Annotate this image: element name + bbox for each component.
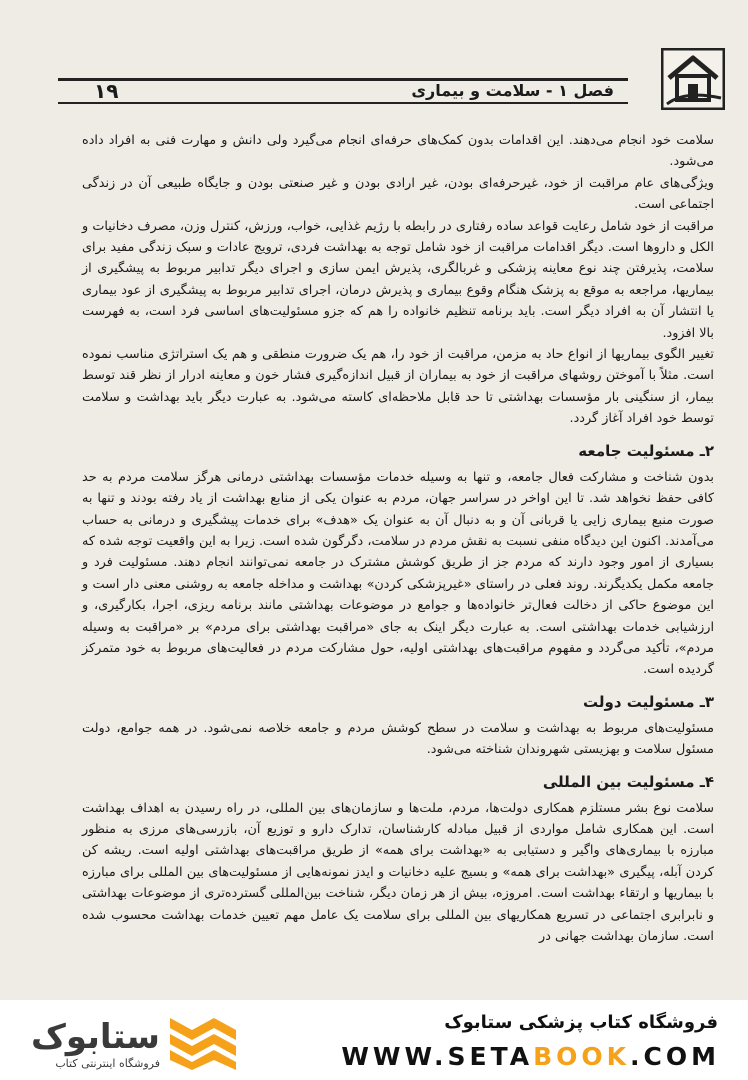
paragraph: تغییر الگوی بیماریها از انواع حاد به مزمن، مراقبت از خود را، هم یک ضرورت منطقی و هم یک استراتژی مناسب نموده است. مثلاً با آموختن روشهای مراقبت از خود به بیماران از قبیل اندازه‌گیری فشار خون و معاینه ادرار از نظر قند توسط بیمار، از سنگینی بار مؤسسات بهداشتی تا حد قابل ملاحظه‌ای کاسته می‌شود. به عبارت دیگر باید بهداشت و سلامت توسط خود افراد آغاز گردد. xyxy=(82,347,714,427)
paragraph: سلامت نوع بشر مستلزم همکاری دولت‌ها، مردم، ملت‌ها و سازمان‌های بین المللی، در راه رسیدن به اهداف بهداشت است. این همکاری شامل مواردی از قبیل مبادله کارشناسان، تدارک دارو و توزیع آن، بازرسی‌های مرزی به منظور مبارزه با بیماری‌های واگیر و دستیابی به «بهداشت برای همه» از طریق مراقبت‌های بهداشتی اولیه است. ریشه کن کردن آبله، پیگیری «بهداشت برای همه» و بسیج علیه دخانیات و ایدز نمونه‌هایی از مسئولیت‌های بین المللی برای مبارزه با بیماریها و ارتقاء بهداشت است. امروزه، بیش از هر زمان دیگر، شناخت بین‌المللی گسترده‌تری از موضوعات بهداشتی و نابرابری اجتماعی در تسریع همکاریهای بین المللی برای سلامت یک عامل مهم تعیین خدمات بهداشت محسوب شده است. سازمان بهداشت جهانی در xyxy=(82,800,714,944)
house-chapter-icon xyxy=(661,48,725,110)
section-heading-community: ۲ـ مسئولیت جامعه xyxy=(578,441,714,460)
watermark-footer xyxy=(0,1000,748,1080)
url-highlight: BOOK xyxy=(533,1042,631,1071)
paragraph: مراقبت از خود شامل رعایت قواعد ساده رفتاری در رابطه با رژیم غذایی، خواب، ورزش، کنترل وزن، مصرف دخانیات و الکل و داروها است. دیگر اقدامات مراقبت از خود شامل توجه به بهداشت فردی، ترویج عادات و سبک زندگی مفید برای سلامت، پذیرفتن چند نوع معاینه پزشکی و غربالگری، پذیرش ایمن سازی و اجرای دیگر تدابیر مربوط به پیشگیری از بیماریها، مراجعه به موقع به پزشک هنگام وقوع بیماری و پذیرش درمان، اجرای تدابیر مربوط به پیشگیری از عود بیماری یا انتشار آن به افراد دیگر است. باید برنامه تنظیم خانواده را هم که جزو مسئولیت‌های اساسی فرد است، به فهرست بالا افزود. xyxy=(82,218,714,341)
paragraph: ویژگی‌های عام مراقبت از خود، غیرحرفه‌ای بودن، غیر ارادی بودن و غیر صنعتی بودن و جایگاه طبیعی آن در زندگی اجتماعی است. xyxy=(82,175,714,213)
store-name: فروشگاه کتاب پزشکی ستابوک xyxy=(444,1012,718,1033)
svg-text:ستابوک: ستابوک xyxy=(31,1017,160,1057)
page-number: ۱۹ xyxy=(94,79,119,103)
setabook-logo xyxy=(20,1010,260,1072)
section-heading-international: ۴ـ مسئولیت بین المللی xyxy=(542,772,714,791)
page-content xyxy=(82,130,714,947)
chapter-title: فصل ۱ - سلامت و بیماری xyxy=(411,81,614,100)
paragraph: سلامت خود انجام می‌دهند. این اقدامات بدون کمک‌های حرفه‌ای انجام می‌گیرد ولی دانش و مهارت فنی به افراد داده می‌شود. xyxy=(82,133,714,170)
url-prefix: WWW.SETA xyxy=(341,1042,534,1071)
url-suffix: .COM xyxy=(630,1042,720,1071)
paragraph: بدون شناخت و مشارکت فعال جامعه، و تنها به وسیله خدمات مؤسسات بهداشتی درمانی هرگز سلامت مردم به حد کافی حفظ نخواهد شد. تا این اواخر در سراسر جهان، مردم به عنوان یکی از منابع بهداشت از یاد رفته بودند و تنها به صورت منبع بیماری زایی یا قربانی آن و به دنبال آن به عنوان یک «هدف» برای خدمات پیشگیری و درمانی به حساب می‌آمدند. اکنون این دیدگاه منفی نسبت به نقش مردم در سلامت، دگرگون شده است. زیرا به این واقعیت توجه شده که بسیاری از امور وجود دارند که مردم جز از طریق کوشش مشترک در جامعه نمی‌توانند انجام دهند. مسئولیت فرد و جامعه مکمل یکدیگرند. روند فعلی در راستای «غیرپزشکی کردن» بهداشت و مداخله جامعه به روشنی معنی دار است و این موضوع حاکی از دخالت فعال‌تر خانواده‌ها و جوامع در موضوعات بهداشتی مانند برنامه ریزی، اجرا، بکارگیری، و ارزشیابی خدمات بهداشتی است. به عبارت دیگر اینک به جای «مراقبت بهداشتی برای مردم» بر «مراقبت به وسیله مردم»، تأکید می‌گردد و مفهوم مراقبت‌های بهداشتی اولیه، حول مشارکت مردم در فعالیت‌های مربوط به خود متمرکز گردیده است. xyxy=(82,469,714,678)
paragraph: مسئولیت‌های مربوط به بهداشت و سلامت در سطح کوشش مردم و جامعه خلاصه نمی‌شود. در همه جوامع، دولت مسئول سلامت و بهزیستی شهروندان شناخته می‌شود. xyxy=(82,720,714,758)
page-header xyxy=(58,72,688,110)
store-url xyxy=(341,1042,720,1071)
svg-text:فروشگاه اینترنتی کتاب: فروشگاه اینترنتی کتاب xyxy=(55,1057,160,1070)
section-heading-government: ۳ـ مسئولیت دولت xyxy=(583,692,714,711)
